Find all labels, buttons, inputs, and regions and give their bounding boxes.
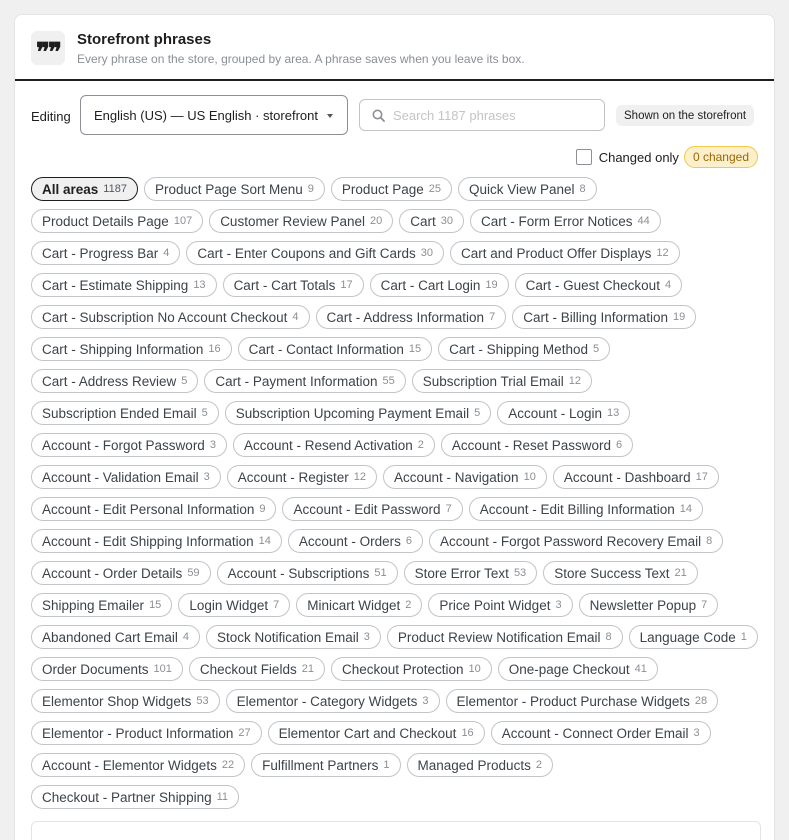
area-chip-count: 8 — [605, 631, 612, 643]
area-chip-label: Account - Forgot Password — [42, 437, 205, 453]
area-chip-count: 14 — [258, 535, 271, 547]
area-chip-label: Account - Edit Password — [293, 501, 441, 517]
area-chip-label: Account - Subscriptions — [227, 565, 370, 581]
area-chip-label: Order Documents — [42, 661, 149, 677]
area-chip-count: 25 — [428, 183, 441, 195]
area-chip-count: 55 — [382, 375, 395, 387]
area-chip-label: Cart - Form Error Notices — [481, 213, 633, 229]
area-chip[interactable] — [331, 177, 452, 201]
area-chip-count: 59 — [187, 567, 200, 579]
area-chip-count: 10 — [468, 663, 481, 675]
phrase-list-panel — [31, 821, 761, 840]
area-chip[interactable] — [491, 721, 711, 745]
area-chip-count: 20 — [370, 215, 383, 227]
area-chip[interactable] — [31, 465, 221, 489]
area-chip-count: 12 — [353, 471, 366, 483]
area-chip-count: 17 — [340, 279, 353, 291]
area-chip[interactable] — [404, 561, 538, 585]
area-chip[interactable] — [31, 209, 203, 233]
area-chip-count: 2 — [417, 439, 424, 451]
area-chip[interactable] — [186, 241, 444, 265]
area-chip[interactable] — [31, 561, 211, 585]
area-chip-label: Account - Register — [237, 469, 349, 485]
area-chip[interactable] — [296, 593, 422, 617]
area-chip[interactable] — [31, 433, 227, 457]
area-chip[interactable] — [189, 657, 325, 681]
phrases-card — [14, 14, 775, 840]
area-chip[interactable] — [31, 401, 219, 425]
area-chip-count: 10 — [523, 471, 536, 483]
area-chip[interactable] — [383, 465, 547, 489]
area-chip[interactable] — [209, 209, 393, 233]
area-chip-label: Account - Resend Activation — [243, 437, 413, 453]
area-chip-count: 7 — [273, 599, 280, 611]
page-subtitle: Every phrase on the store, grouped by area. A phrase saves when you leave its box. — [77, 52, 525, 66]
area-chip[interactable] — [217, 561, 398, 585]
area-chip-count: 19 — [673, 311, 686, 323]
area-chip-label: Product Review Notification Email — [397, 629, 601, 645]
search-input[interactable] — [393, 108, 593, 123]
area-chip-label: Cart — [410, 213, 436, 229]
area-chip-label: Account - Edit Billing Information — [479, 501, 675, 517]
area-chip[interactable] — [470, 209, 661, 233]
area-chip-count: 5 — [201, 407, 208, 419]
area-chip[interactable] — [370, 273, 509, 297]
area-chip-label: Account - Reset Password — [451, 437, 611, 453]
area-chip[interactable] — [553, 465, 719, 489]
area-chip[interactable] — [288, 529, 423, 553]
area-chip-label: Account - Elementor Widgets — [42, 757, 217, 773]
area-chip-label: Product Details Page — [42, 213, 169, 229]
area-chip-count: 4 — [182, 631, 189, 643]
area-chip[interactable] — [238, 337, 433, 361]
area-chip[interactable] — [579, 593, 719, 617]
changed-only-label[interactable]: Changed only — [598, 149, 679, 165]
area-chip-label: Account - Edit Shipping Information — [42, 533, 254, 549]
area-chip-count: 7 — [701, 599, 708, 611]
area-chip[interactable] — [497, 401, 630, 425]
area-chip-label: Account - Orders — [298, 533, 401, 549]
area-chip[interactable] — [543, 561, 698, 585]
area-chip-label: Cart - Shipping Information — [42, 341, 204, 357]
area-chip-label: Cart - Address Review — [42, 373, 177, 389]
area-chip-label: Store Error Text — [414, 565, 509, 581]
area-chip[interactable] — [458, 177, 597, 201]
area-chip-count: 15 — [149, 599, 162, 611]
area-chip-label: Elementor Cart and Checkout — [278, 725, 457, 741]
area-chip-label: Checkout Fields — [199, 661, 297, 677]
area-chip-label: Checkout - Partner Shipping — [42, 789, 212, 805]
area-chip-count: 30 — [440, 215, 454, 227]
area-chip[interactable] — [31, 753, 245, 777]
area-chip-count: 41 — [634, 663, 647, 675]
area-chip-label: Account - Validation Email — [42, 469, 199, 485]
area-chip[interactable] — [226, 689, 440, 713]
area-chip-label: Account - Navigation — [394, 469, 519, 485]
area-chip-count: 4 — [292, 311, 299, 323]
area-chip[interactable] — [282, 497, 462, 521]
area-chip-label: Account - Edit Personal Information — [42, 501, 255, 517]
changed-count-badge: 0 changed — [684, 146, 758, 168]
area-chip-label: Subscription Ended Email — [42, 405, 197, 421]
area-chip-label: Product Page Sort Menu — [154, 181, 303, 197]
area-chip-count: 7 — [445, 503, 452, 515]
area-chip-label: Account - Login — [508, 405, 603, 421]
area-chip-label: Cart - Billing Information — [523, 309, 669, 325]
area-chip-label: Customer Review Panel — [220, 213, 365, 229]
area-chip-label: Cart - Guest Checkout — [525, 277, 660, 293]
area-chip[interactable] — [331, 657, 492, 681]
area-chip[interactable] — [31, 337, 232, 361]
area-chip-count: 19 — [485, 279, 498, 291]
area-chip-count: 13 — [607, 407, 620, 419]
area-chip-label: Elementor Shop Widgets — [42, 693, 192, 709]
area-chip-count: 3 — [693, 727, 700, 739]
area-chip-count: 3 — [203, 471, 210, 483]
area-chip[interactable] — [498, 657, 658, 681]
area-chip-count: 15 — [408, 343, 422, 355]
area-chip-count: 107 — [173, 215, 193, 227]
area-chip-count: 4 — [664, 279, 672, 291]
area-chip-label: Account - Dashboard — [563, 469, 691, 485]
area-chip-label: Cart - Estimate Shipping — [42, 277, 189, 293]
area-chip[interactable] — [412, 369, 592, 393]
area-chip-label: All areas — [42, 181, 99, 197]
area-chip[interactable] — [469, 497, 703, 521]
area-chip[interactable] — [31, 657, 183, 681]
area-chip-count: 6 — [616, 439, 623, 451]
area-chip-count: 21 — [301, 663, 314, 675]
area-chip-label: Elementor - Product Purchase Widgets — [456, 693, 690, 709]
area-chip-label: Cart - Address Information — [326, 309, 485, 325]
area-chip[interactable] — [227, 465, 377, 489]
changed-only-checkbox[interactable] — [576, 149, 592, 165]
page-title: Storefront phrases — [77, 31, 212, 48]
area-chip[interactable] — [178, 593, 290, 617]
area-chip-count: 2 — [535, 759, 542, 771]
area-chip-label: Subscription Upcoming Payment Email — [235, 405, 470, 421]
area-chip[interactable] — [446, 689, 719, 713]
area-chip-label: Fulfillment Partners — [262, 757, 379, 773]
locale-select-value: English (US) — US English · storefront — [94, 107, 318, 123]
area-chip-count: 101 — [153, 663, 172, 675]
area-chip-label: Newsletter Popup — [589, 597, 697, 613]
area-chip-label: Stock Notification Email — [216, 629, 359, 645]
search-icon — [372, 109, 385, 122]
area-chip[interactable] — [225, 401, 491, 425]
area-chip-label: Abandoned Cart Email — [42, 629, 178, 645]
area-chip-label: One-page Checkout — [508, 661, 630, 677]
area-chip[interactable] — [31, 305, 310, 329]
area-chip-count: 27 — [238, 727, 251, 739]
changed-filter — [576, 145, 758, 169]
area-chip[interactable] — [31, 785, 239, 809]
area-chip-count: 53 — [513, 567, 527, 579]
header-text — [77, 31, 525, 66]
area-chip-count: 14 — [679, 503, 693, 515]
area-chip-count: 3 — [363, 631, 370, 643]
area-chip[interactable] — [233, 433, 435, 457]
area-chip[interactable] — [206, 625, 381, 649]
area-chip-label: Store Success Text — [554, 565, 670, 581]
area-chip-count: 6 — [405, 535, 413, 547]
area-chip[interactable] — [450, 241, 680, 265]
area-chip-count: 11 — [216, 791, 229, 803]
area-chip[interactable] — [441, 433, 633, 457]
area-chip-label: Cart - Cart Login — [380, 277, 481, 293]
area-chip-label: Checkout Protection — [341, 661, 464, 677]
area-chip[interactable] — [31, 273, 217, 297]
area-chip[interactable] — [31, 369, 198, 393]
area-chip[interactable] — [515, 273, 682, 297]
area-chip[interactable] — [144, 177, 325, 201]
area-chip[interactable] — [31, 689, 220, 713]
shown-on-storefront-badge: Shown on the storefront — [616, 105, 754, 126]
area-chip-count: 9 — [259, 503, 266, 515]
area-chip[interactable] — [429, 529, 723, 553]
area-chip-label: Minicart Widget — [307, 597, 401, 613]
area-chip[interactable] — [428, 593, 572, 617]
area-chip-label: Quick View Panel — [468, 181, 575, 197]
area-chip-count: 30 — [420, 247, 434, 259]
area-chip[interactable] — [399, 209, 464, 233]
area-chip-count: 16 — [461, 727, 474, 739]
area-chip-count: 44 — [637, 215, 650, 227]
area-chip-count: 1 — [740, 631, 747, 643]
area-chip-count: 2 — [405, 599, 412, 611]
area-chip-count: 9 — [307, 183, 314, 195]
area-chip-count: 5 — [181, 375, 188, 387]
area-chip[interactable] — [629, 625, 758, 649]
area-chip-count: 1 — [383, 759, 390, 771]
area-chip-count: 4 — [163, 247, 170, 259]
area-chip-label: Account - Forgot Password Recovery Email — [440, 533, 702, 549]
area-chip[interactable] — [268, 721, 485, 745]
area-chip[interactable] — [223, 273, 364, 297]
area-chip[interactable] — [31, 177, 138, 201]
area-chip-count: 12 — [656, 247, 669, 259]
card-header — [15, 15, 774, 81]
area-chip-list — [31, 177, 761, 809]
area-chip-count: 5 — [474, 407, 481, 419]
area-chip[interactable] — [31, 529, 282, 553]
area-chip[interactable] — [251, 753, 400, 777]
area-chip-count: 13 — [193, 279, 206, 291]
area-chip-label: Managed Products — [417, 757, 531, 773]
area-chip-count: 3 — [422, 695, 429, 707]
area-chip-count: 16 — [208, 343, 221, 355]
quote-icon: ❞❞ — [31, 31, 65, 65]
area-chip-count: 17 — [695, 471, 708, 483]
search-box[interactable] — [359, 99, 605, 131]
area-chip[interactable] — [31, 497, 276, 521]
area-chip-label: Login Widget — [189, 597, 269, 613]
area-chip-count: 53 — [196, 695, 209, 707]
area-chip-label: Shipping Emailer — [42, 597, 145, 613]
area-chip-count: 21 — [674, 567, 687, 579]
toolbar — [15, 95, 774, 135]
area-chip-label: Subscription Trial Email — [422, 373, 564, 389]
area-chip-label: Cart - Payment Information — [215, 373, 378, 389]
area-chip-count: 12 — [568, 375, 582, 387]
area-chip-count: 5 — [592, 343, 600, 355]
area-chip-label: Elementor - Product Information — [42, 725, 234, 741]
area-chip[interactable] — [31, 625, 200, 649]
area-chip[interactable] — [31, 241, 180, 265]
area-chip-count: 51 — [374, 567, 387, 579]
area-chip[interactable] — [438, 337, 610, 361]
area-chip[interactable] — [31, 593, 172, 617]
area-chip-label: Account - Connect Order Email — [501, 725, 689, 741]
area-chip-label: Cart - Shipping Method — [449, 341, 588, 357]
area-chip[interactable] — [512, 305, 696, 329]
area-chip[interactable] — [31, 721, 262, 745]
area-chip-label: Language Code — [639, 629, 736, 645]
area-chip-count: 3 — [209, 439, 216, 451]
area-chip-label: Product Page — [341, 181, 424, 197]
area-chip-label: Elementor - Category Widgets — [236, 693, 418, 709]
area-chip-count: 22 — [221, 759, 235, 771]
area-chip[interactable] — [204, 369, 405, 393]
area-chip-count: 7 — [489, 311, 496, 323]
area-chip-label: Price Point Widget — [439, 597, 551, 613]
area-chip-count: 8 — [706, 535, 713, 547]
area-chip-label: Cart - Enter Coupons and Gift Cards — [197, 245, 416, 261]
area-chip-count: 28 — [694, 695, 708, 707]
area-chip[interactable] — [387, 625, 623, 649]
locale-select[interactable] — [80, 95, 348, 135]
area-chip-label: Cart and Product Offer Displays — [461, 245, 652, 261]
area-chip-label: Cart - Contact Information — [248, 341, 404, 357]
area-chip-label: Cart - Cart Totals — [233, 277, 336, 293]
editing-label: Editing — [31, 109, 71, 124]
area-chip[interactable] — [316, 305, 507, 329]
chevron-down-icon — [327, 114, 333, 118]
area-chip-count: 1187 — [103, 183, 127, 195]
area-chip[interactable] — [407, 753, 553, 777]
area-chip-count: 3 — [555, 599, 562, 611]
area-chip-label: Cart - Progress Bar — [42, 245, 159, 261]
area-chip-label: Cart - Subscription No Account Checkout — [42, 309, 288, 325]
area-chip-label: Account - Order Details — [42, 565, 183, 581]
area-chip-count: 8 — [579, 183, 586, 195]
